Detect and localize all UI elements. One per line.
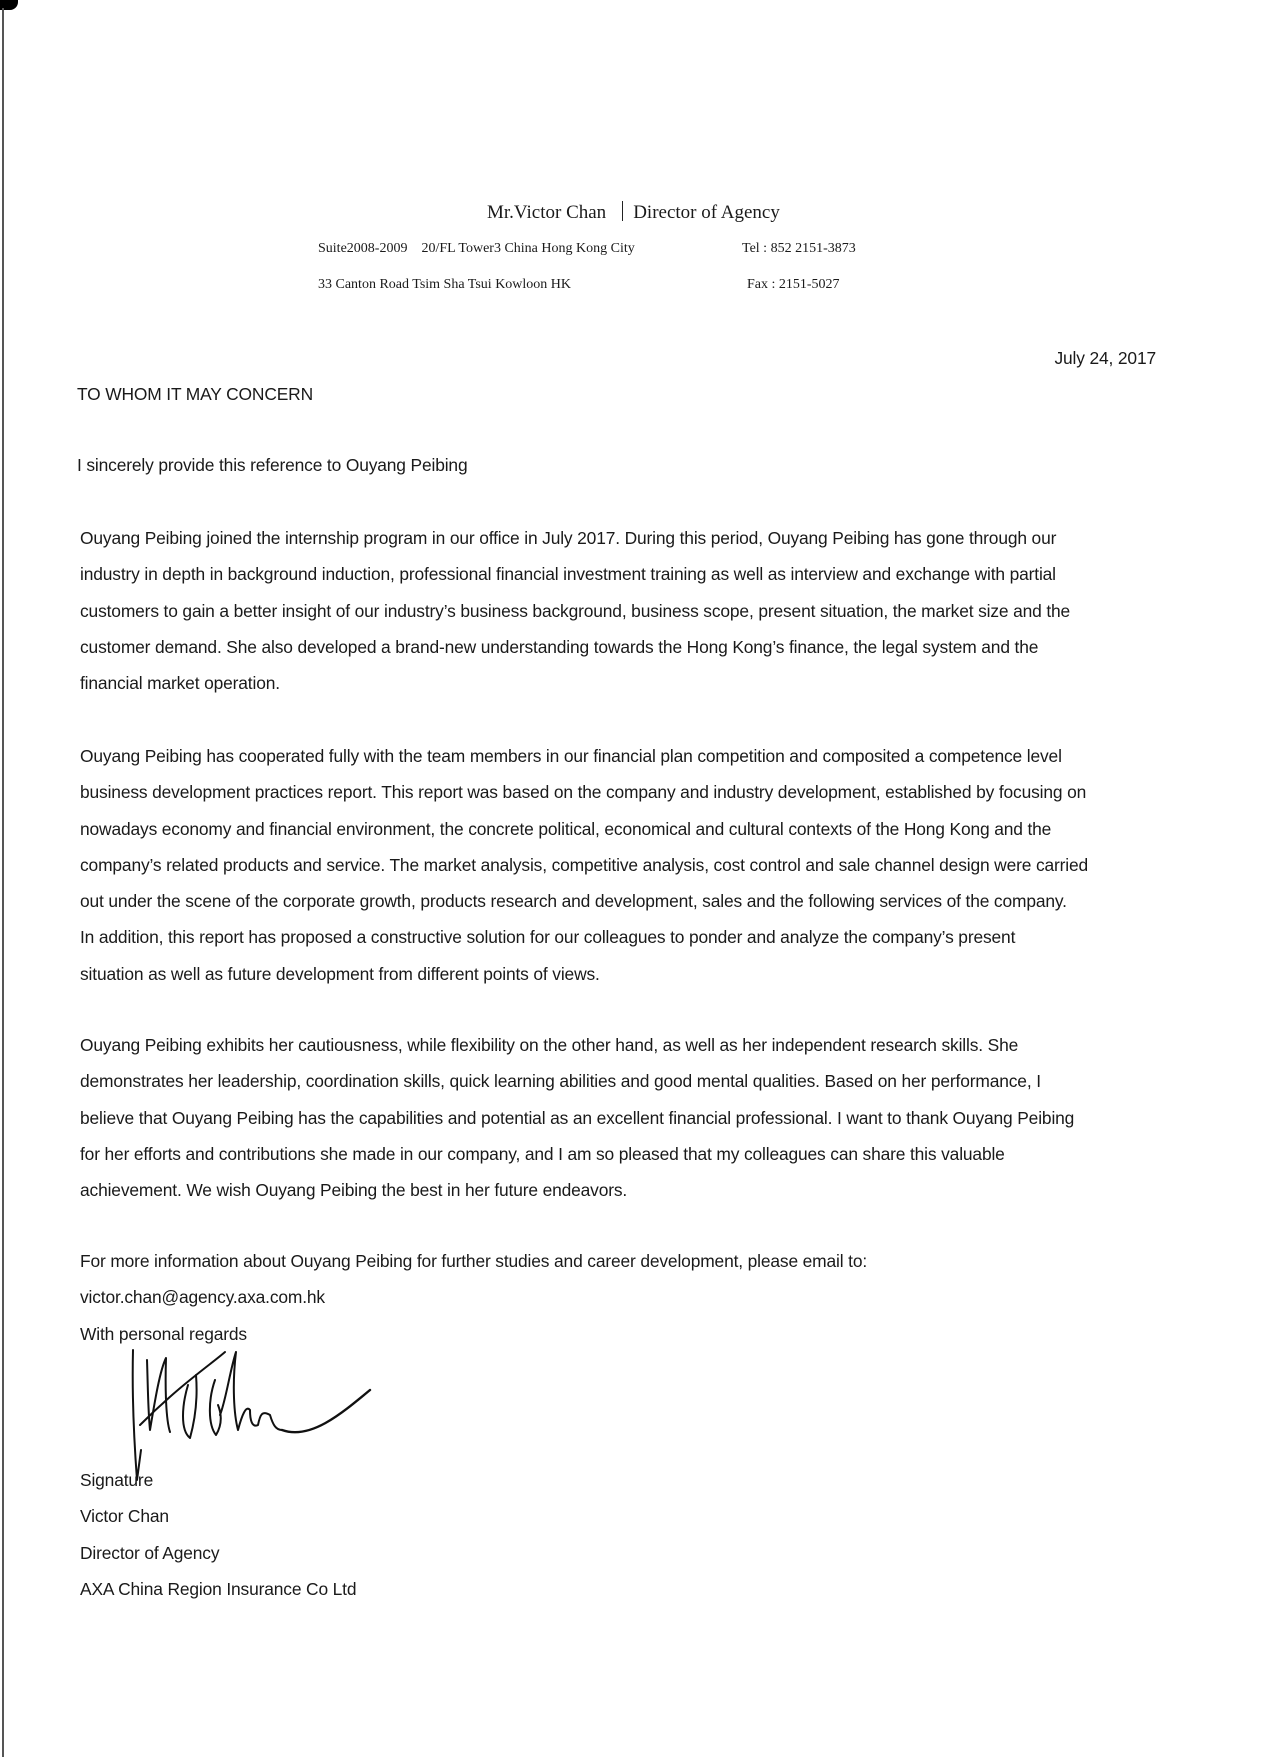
line: business development practices report. This report was based on the company and industry development, established by focusing on [80,782,1087,803]
line: out under the scene of the corporate growth, products research and development, sales and the following services of the company. [80,891,1067,912]
line: customer demand. She also developed a brand-new understanding towards the Hong Kong’s finance, the legal system and the [80,636,1039,657]
line: demonstrates her leadership, coordination skills, quick learning abilities and good mental qualities. Based on her performance, I [80,1071,1041,1092]
signer-name: Victor Chan [80,1506,169,1527]
company-name: AXA China Region Insurance Co Ltd [80,1578,357,1599]
line: nowadays economy and financial environment, the concrete political, economical and cultural contexts of the Hong Kong and the [80,818,1052,839]
signer-title: Director of Agency [80,1542,220,1563]
info-line: For more information about Ouyang Peibing for further studies and career development, please email to: [80,1251,868,1271]
address-line-1: Suite2008-2009 20/FL Tower3 China Hong Kong City [318,241,635,256]
line: achievement. We wish Ouyang Peibing the best in her future endeavors. [80,1180,628,1201]
intro-line: I sincerely provide this reference to Ouyang Peibing [77,455,468,475]
letter-date: July 24, 2017 [1054,348,1156,368]
regards: With personal regards [80,1323,247,1344]
line: situation as well as future development from different points of views. [80,963,600,984]
line: customers to gain a better insight of our industry’s business background, business scope, present situation, the market size and the [80,600,1071,621]
line: for her efforts and contributions she made in our company, and I am so pleased that my colleagues can share this valuable [80,1143,1005,1164]
line: In addition, this report has proposed a constructive solution for our colleagues to ponder and analyze the company’s present [80,927,1016,948]
signer-block [80,1462,356,1607]
line: company’s related products and service. The market analysis, competitive analysis, cost control and sale channel design were carried [80,854,1089,875]
paragraph-2 [80,738,1088,992]
line: financial market operation. [80,673,280,694]
fax: Fax : 2151-5027 [747,277,840,292]
line: Ouyang Peibing exhibits her cautiousness, while flexibility on the other hand, as well as her independent research skills. She [80,1035,1019,1055]
paragraph-3 [80,1027,1074,1208]
line: Ouyang Peibing has cooperated fully with the team members in our financial plan competition and composited a competence level [80,746,1062,766]
salutation: TO WHOM IT MAY CONCERN [77,384,313,404]
letterhead-divider [622,201,623,221]
contact-email: victor.chan@agency.axa.com.hk [80,1287,325,1308]
letterhead-title: Director of Agency [633,202,780,223]
letterhead-name: Mr.Victor Chan [487,202,607,223]
tel: Tel : 852 2151-3873 [742,241,856,256]
line: believe that Ouyang Peibing has the capabilities and potential as an excellent financial professional. I want to thank Ouyang Peibing [80,1107,1075,1128]
scan-edge [2,8,4,1757]
line: Ouyang Peibing joined the internship program in our office in July 2017. During this period, Ouyang Peibing has gone through our [80,528,1057,548]
line: industry in depth in background induction, professional financial investment training as well as interview and exchange with partial [80,564,1056,585]
signature-label: Signature [80,1470,154,1490]
address-line-2: 33 Canton Road Tsim Sha Tsui Kowloon HK [318,277,572,292]
letterhead-header [487,201,780,224]
paragraph-1 [80,520,1070,701]
